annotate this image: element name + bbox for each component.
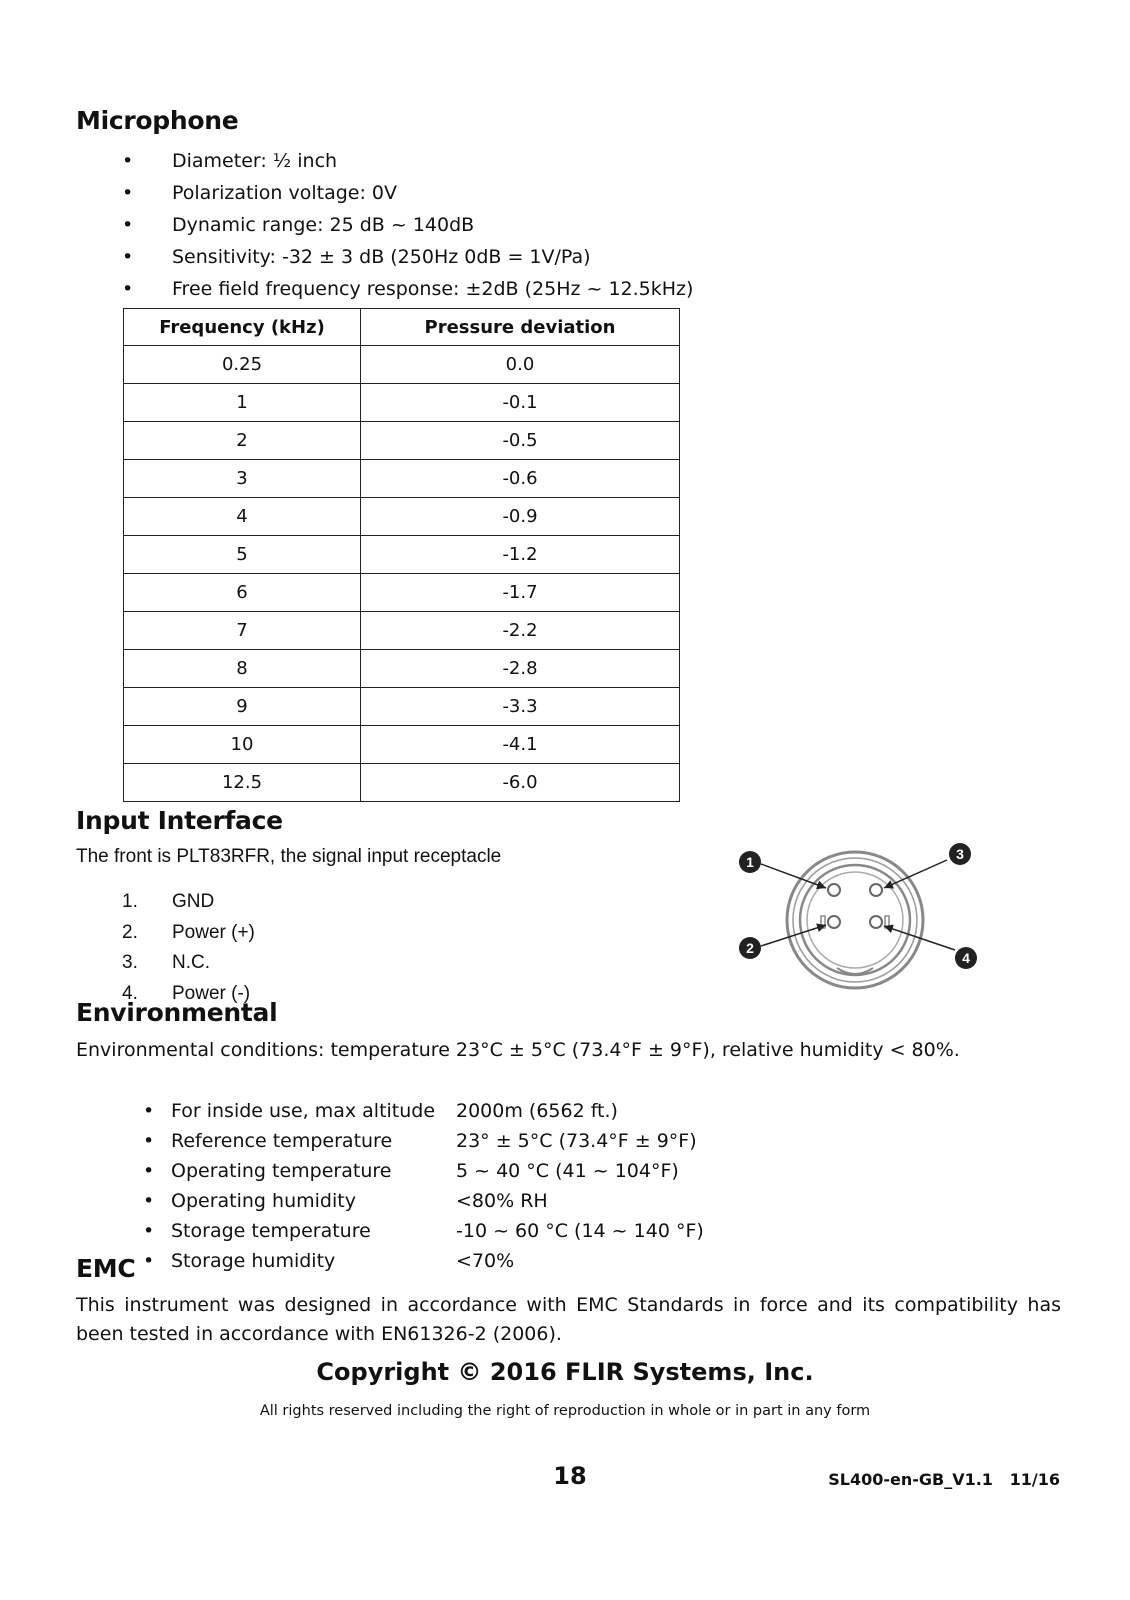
svg-text:2: 2 <box>746 940 754 956</box>
frequency-cell: 2 <box>124 422 361 460</box>
spec-label: Storage humidity <box>171 1250 336 1272</box>
svg-text:4: 4 <box>962 950 970 966</box>
frequency-cell: 8 <box>124 650 361 688</box>
pressure-deviation-cell: -0.1 <box>361 384 680 422</box>
connector-body <box>787 852 923 988</box>
frequency-cell: 12.5 <box>124 764 361 802</box>
callout-2 <box>739 937 761 959</box>
microphone-spec-list <box>122 145 693 305</box>
pin-number: 4. <box>122 982 138 1004</box>
frequency-cell: 9 <box>124 688 361 726</box>
pin-2 <box>828 916 840 928</box>
table-header-row <box>124 309 680 346</box>
section-heading-environmental: Environmental <box>76 998 278 1027</box>
table-row <box>124 422 680 460</box>
pressure-deviation-cell: -2.8 <box>361 650 680 688</box>
column-header-frequency: Frequency (kHz) <box>124 309 361 346</box>
table-row <box>124 498 680 536</box>
list-item: • Dynamic range: 25 dB ~ 140dB <box>122 209 693 241</box>
spec-label: Operating humidity <box>171 1190 356 1212</box>
pin-1 <box>828 884 840 896</box>
frequency-cell: 7 <box>124 612 361 650</box>
column-header-pressure-deviation: Pressure deviation <box>361 309 680 346</box>
connector-pinout-diagram <box>735 840 1005 1000</box>
pin-number: 2. <box>122 921 138 943</box>
pin-list <box>122 887 255 1009</box>
table-row <box>124 688 680 726</box>
spec-value: 5 ~ 40 °C (41 ~ 104°F) <box>456 1160 679 1182</box>
section-heading-input-interface: Input Interface <box>76 806 283 835</box>
spec-label: Operating temperature <box>171 1160 392 1182</box>
pin-3 <box>870 884 882 896</box>
spec-label: Storage temperature <box>171 1220 371 1242</box>
frequency-cell: 0.25 <box>124 346 361 384</box>
list-item: • Free field frequency response: ±2dB (25Hz ~ 12.5kHz) <box>122 273 693 305</box>
pin-label: Power (-) <box>172 982 251 1004</box>
list-item: • Polarization voltage: 0V <box>122 177 693 209</box>
copyright-notice: Copyright © 2016 FLIR Systems, Inc. <box>316 1358 814 1386</box>
table-row <box>124 346 680 384</box>
section-heading-microphone: Microphone <box>76 106 239 135</box>
pressure-deviation-cell: -0.6 <box>361 460 680 498</box>
frequency-cell: 6 <box>124 574 361 612</box>
emc-paragraph <box>76 1294 1061 1345</box>
frequency-response-table <box>123 308 680 802</box>
pressure-deviation-cell: -3.3 <box>361 688 680 726</box>
list-item: • Sensitivity: -32 ± 3 dB (250Hz 0dB = 1V/Pa) <box>122 241 693 273</box>
callout-4 <box>955 947 977 969</box>
callout-3 <box>949 843 971 865</box>
svg-text:3: 3 <box>956 846 964 862</box>
pin-number: 3. <box>122 952 138 973</box>
spec-value: 23° ± 5°C (73.4°F ± 9°F) <box>456 1130 697 1152</box>
table-row <box>124 612 680 650</box>
list-item <box>122 918 255 949</box>
pressure-deviation-cell: -1.7 <box>361 574 680 612</box>
pressure-deviation-cell: -0.9 <box>361 498 680 536</box>
frequency-cell: 1 <box>124 384 361 422</box>
pin-number: 1. <box>122 891 138 912</box>
callout-1 <box>739 851 761 873</box>
table-row <box>124 650 680 688</box>
pressure-deviation-cell: 0.0 <box>361 346 680 384</box>
pressure-deviation-cell: -1.2 <box>361 536 680 574</box>
page-number: 18 <box>553 1462 587 1490</box>
input-interface-intro: The front is PLT83RFR, the signal input receptacle <box>76 846 502 867</box>
pressure-deviation-cell: -6.0 <box>361 764 680 802</box>
pin-4 <box>870 916 882 928</box>
environmental-intro: Environmental conditions: temperature 23°C ± 5°C (73.4°F ± 9°F), relative humidity < 80%. <box>76 1039 960 1061</box>
section-heading-emc: EMC <box>76 1254 136 1283</box>
table-row <box>124 726 680 764</box>
table-row <box>124 536 680 574</box>
spec-value: -10 ~ 60 °C (14 ~ 140 °F) <box>456 1220 704 1242</box>
list-item: • Diameter: ½ inch <box>122 145 693 177</box>
pin-label: Power (+) <box>172 921 255 943</box>
pressure-deviation-cell: -4.1 <box>361 726 680 764</box>
spec-value: <70% <box>456 1250 515 1272</box>
table-row <box>124 460 680 498</box>
frequency-cell: 4 <box>124 498 361 536</box>
emc-line-2: been tested in accordance with EN61326-2 (2006). <box>76 1323 562 1345</box>
frequency-cell: 3 <box>124 460 361 498</box>
pin-label: GND <box>172 891 215 912</box>
spec-label: Reference temperature <box>171 1130 393 1152</box>
document-code: SL400-en-GB_V1.1 11/16 <box>828 1470 1060 1489</box>
svg-text:1: 1 <box>746 854 754 870</box>
list-item <box>122 948 255 979</box>
emc-line-1: This instrument was designed in accordance with EMC Standards in force and its compatibility has <box>76 1294 1061 1316</box>
spec-label: For inside use, max altitude <box>171 1100 436 1122</box>
frequency-cell: 10 <box>124 726 361 764</box>
table-row <box>124 764 680 802</box>
pin-label: N.C. <box>172 952 210 973</box>
rights-notice: All rights reserved including the right of reproduction in whole or in part in any form <box>259 1403 871 1419</box>
frequency-cell: 5 <box>124 536 361 574</box>
list-item <box>122 887 255 918</box>
table-row <box>124 574 680 612</box>
spec-value: <80% RH <box>456 1190 548 1212</box>
spec-value: 2000m (6562 ft.) <box>456 1100 618 1122</box>
pressure-deviation-cell: -2.2 <box>361 612 680 650</box>
table-row <box>124 384 680 422</box>
connector-pins <box>821 884 889 928</box>
pressure-deviation-cell: -0.5 <box>361 422 680 460</box>
